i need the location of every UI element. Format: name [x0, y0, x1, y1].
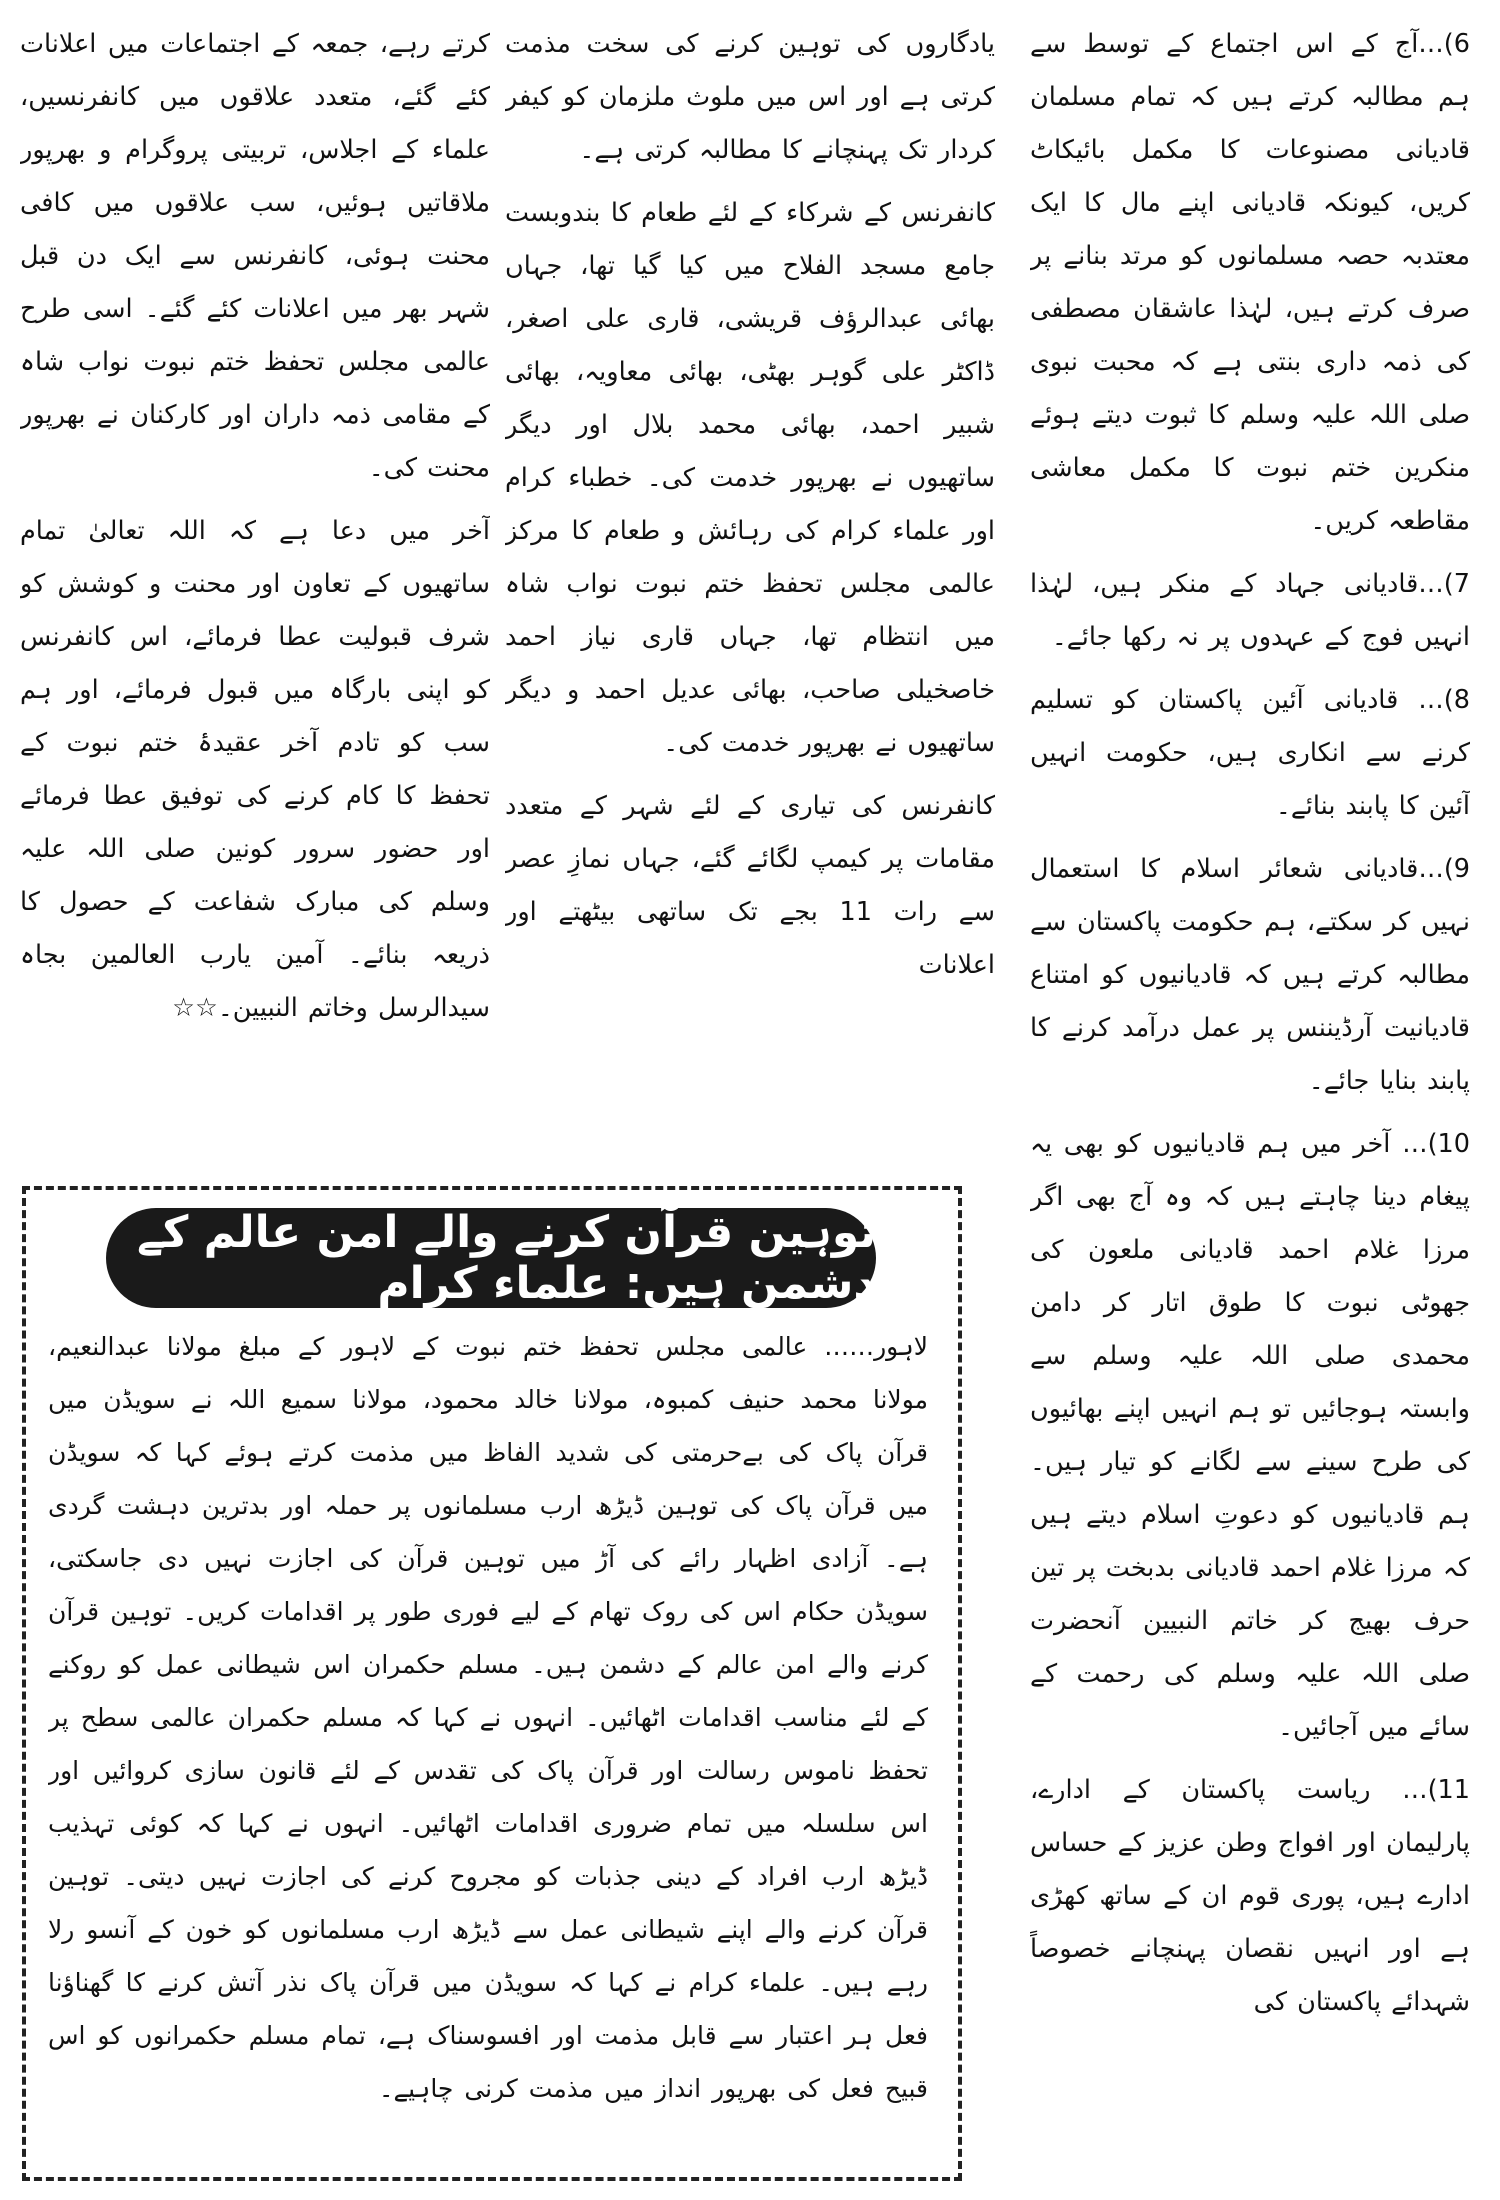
- condemnation-paragraph: یادگاروں کی توہین کرنے کی سخت مذمت کرتی ہے اور اس میں ملوث ملزمان کو کیفر کردار تک پہنچانے کا مطالبہ کرتی ہے۔: [505, 29, 995, 165]
- demand-6-paragraph: 6)…آج کے اس اجتماع کے توسط سے ہم مطالبہ کرتے ہیں کہ تمام مسلمان قادیانی مصنوعات کا مکمل بائیکاٹ کریں، کیونکہ قادیانی اپنے مال کا ایک معتدبہ حصہ مسلمانوں کو مرتد بنانے پر صرف کرتے ہیں، لہٰذا عاشقان مصطفی کی ذمہ داری بنتی ہے کہ محبت نبوی صلی اللہ علیہ وسلم کا ثبوت دیتے ہوئے منکرین ختم نبوت کا مکمل معاشی مقاطعہ کریں۔: [1030, 29, 1470, 536]
- article-column-middle: [505, 18, 995, 1198]
- announcements-paragraph: کرتے رہے، جمعہ کے اجتماعات میں اعلانات کئے گئے، متعدد علاقوں میں کانفرنسیں، علماء کے اجلاس، تربیتی پروگرام و بھرپور ملاقاتیں ہوئیں، سب علاقوں میں کافی محنت ہوئی، کانفرنس سے ایک دن قبل شہر بھر میں اعلانات کئے گئے۔ اسی طرح عالمی مجلس تحفظ ختم نبوت نواب شاہ کے مقامی ذمہ داران اور کارکنان نے بھرپور محنت کی۔: [20, 29, 490, 483]
- article-column-right: [1030, 18, 1470, 2188]
- preparation-paragraph: کانفرنس کی تیاری کے لئے شہر کے متعدد مقامات پر کیمپ لگائے گئے، جہاں نمازِ عصر سے رات 11 بجے تک ساتھی بیٹھتے اور اعلانات: [505, 791, 995, 980]
- box-headline-text: توہین قرآن کرنے والے امن عالم کے دشمن ہیں: علماء کرام: [136, 1207, 876, 1309]
- box-headline: [106, 1208, 876, 1308]
- demand-8-paragraph: 8)… قادیانی آئین پاکستان کو تسلیم کرنے سے انکاری ہیں، حکومت انہیں آئین کا پابند بنائے۔: [1030, 685, 1470, 821]
- demand-7-paragraph: 7)…قادیانی جہاد کے منکر ہیں، لہٰذا انہیں فوج کے عہدوں پر نہ رکھا جائے۔: [1030, 569, 1470, 652]
- article-column-left: [20, 18, 490, 1198]
- demand-11-paragraph: 11)… ریاست پاکستان کے ادارے، پارلیمان اور افواج وطن عزیز کے حساس ادارے ہیں، پوری قوم ان کے ساتھ کھڑی ہے اور انہیں نقصان پہنچانے خصوصاً شہدائے پاکستان کی: [1030, 1775, 1470, 2017]
- demand-9-paragraph: 9)…قادیانی شعائر اسلام کا استعمال نہیں کر سکتے، ہم حکومت پاکستان سے مطالبہ کرتے ہیں کہ قادیانیوں کو امتناع قادیانیت آرڈیننس پر عمل درآمد کرنے کا پابند بنایا جائے۔: [1030, 854, 1470, 1096]
- closing-prayer-paragraph: آخر میں دعا ہے کہ اللہ تعالیٰ تمام ساتھیوں کے تعاون اور محنت و کوشش کو شرف قبولیت عطا فرمائے، اس کانفرنس کو اپنی بارگاہ میں قبول فرمائے، اور ہم سب کو تادم آخر عقیدۂ ختم نبوت کے تحفظ کا کام کرنے کی توفیق عطا فرمائے اور حضور سرور کونین صلی اللہ علیہ وسلم کی مبارک شفاعت کے حصول کا ذریعہ بنائے۔ آمین یارب العالمین بجاہ سیدالرسل وخاتم النبیین۔☆☆: [20, 516, 490, 1023]
- arrangements-paragraph: کانفرنس کے شرکاء کے لئے طعام کا بندوبست جامع مسجد الفلاح میں کیا گیا تھا، جہاں بھائی عبدالرؤف قریشی، قاری علی اصغر، ڈاکٹر علی گوہر بھٹی، بھائی معاویہ، بھائی شبیر احمد، بھائی محمد بلال اور دیگر ساتھیوں نے بھرپور خدمت کی۔ خطباء کرام اور علماء کرام کی رہائش و طعام کا مرکز عالمی مجلس تحفظ ختم نبوت نواب شاہ میں انتظام تھا، جہاں قاری نیاز احمد خاصخیلی صاحب، بھائی عدیل احمد و دیگر ساتھیوں نے بھرپور خدمت کی۔: [505, 198, 995, 758]
- box-body-text: لاہور…… عالمی مجلس تحفظ ختم نبوت کے لاہور کے مبلغ مولانا عبدالنعیم، مولانا محمد حنیف کمبوہ، مولانا خالد محمود، مولانا سمیع اللہ نے سویڈن میں قرآن پاک کی بےحرمتی کی شدید الفاظ میں مذمت کرتے ہوئے کہا کہ سویڈن میں قرآن پاک کی توہین ڈیڑھ ارب مسلمانوں پر حملہ اور بدترین دہشت گردی ہے۔ آزادی اظہار رائے کی آڑ میں توہین قرآن کی اجازت نہیں دی جاسکتی، سویڈن حکام اس کی روک تھام کے لیے فوری طور پر اقدامات کریں۔ توہین قرآن کرنے والے امن عالم کے دشمن ہیں۔ مسلم حکمران اس شیطانی عمل کو روکنے کے لئے مناسب اقدامات اٹھائیں۔ انہوں نے کہا کہ مسلم حکمران عالمی سطح پر تحفظ ناموس رسالت اور قرآن پاک کی تقدس کے لئے قانون سازی کروائیں اور اس سلسلہ میں تمام ضروری اقدامات اٹھائیں۔ انہوں نے کہا کہ کوئی تہذیب ڈیڑھ ارب افراد کے دینی جذبات کو مجروح کرنے کی اجازت نہیں دیتی۔ توہین قرآن کرنے والے اپنے شیطانی عمل سے ڈیڑھ ارب مسلمانوں کو خون کے آنسو رلا رہے ہیں۔ علماء کرام نے کہا کہ سویڈن میں قرآن پاک نذر آتش کرنے کا گھناؤنا فعل ہر اعتبار سے قابل مذمت اور افسوسناک ہے، تمام مسلم حکمرانوں کو اس قبیح فعل کی بھرپور انداز میں مذمت کرنی چاہیے۔: [48, 1332, 928, 2103]
- demand-10-paragraph: 10)… آخر میں ہم قادیانیوں کو بھی یہ پیغام دینا چاہتے ہیں کہ وہ آج بھی اگر مرزا غلام احمد قادیانی ملعون کی جھوٹی نبوت کا طوق اتار کر دامن محمدی صلی اللہ علیہ وسلم سے وابستہ ہوجائیں تو ہم انہیں اپنے بھائیوں کی طرح سینے سے لگانے کو تیار ہیں۔ ہم قادیانیوں کو دعوتِ اسلام دیتے ہیں کہ مرزا غلام احمد قادیانی بدبخت پر تین حرف بھیج کر خاتم النبیین آنحضرت صلی اللہ علیہ وسلم کی رحمت کے سائے میں آجائیں۔: [1030, 1129, 1470, 1742]
- news-box: [22, 1186, 962, 2181]
